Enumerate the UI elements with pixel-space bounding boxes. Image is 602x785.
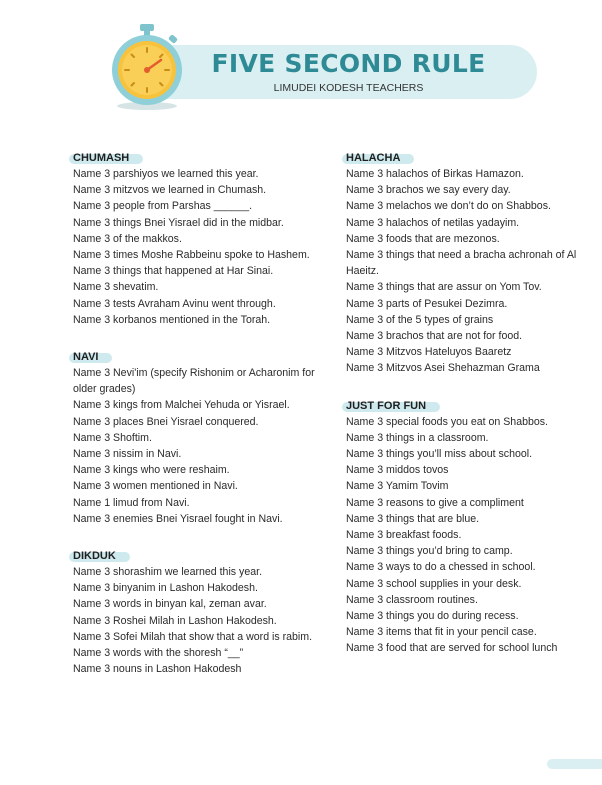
list-item: Name 3 enemies Bnei Yisrael fought in Navi. [73,512,283,525]
left-column [73,148,333,696]
list-item: Name 3 reasons to give a compliment [346,496,524,509]
list-item: Name 3 words in binyan kal, zeman avar. [73,598,267,611]
list-item: Name 3 women mentioned in Navi. [73,480,238,493]
page-title: FIVE SECOND RULE [211,49,486,78]
section-just-for-fun [346,396,596,657]
list-item: Name 3 halachos of Birkas Hamazon. [346,168,524,180]
list-item: Name 3 times Moshe Rabbeinu spoke to Hashem. [73,249,310,262]
list-item: Name 3 Sofei Milah that show that a word is rabim. [73,630,313,643]
list-item: Name 3 Yamim Tovim [346,480,449,493]
list-item: Name 3 foods that are mezonos. [346,232,500,245]
list-item: Name 3 things Bnei Yisrael did in the midbar. [73,216,284,229]
list-item: Name 3 Nevi'im (specify Rishonim or Acharonim for older grades) [73,367,315,396]
list-item: Name 3 Mitzvos Hateluyos Baaretz [346,346,512,359]
item-list [346,166,596,377]
list-item: Name 3 things you’d bring to camp. [346,545,513,558]
section-heading: CHUMASH [73,151,129,165]
list-item: Name 3 shevatim. [73,281,159,294]
list-item: Name 3 special foods you eat on Shabbos. [346,415,549,428]
list-item: Name 3 words with the shoresh “__” [73,647,244,660]
right-column [346,148,596,676]
list-item: Name 3 Mitzvos Asei Shehazman Grama [346,362,540,375]
stopwatch-icon [105,20,187,112]
list-item: Name 3 melachos we don’t do on Shabbos. [346,200,551,213]
list-item: Name 3 ways to do a chessed in school. [346,561,536,574]
footer-decoration [547,759,602,769]
list-item: Name 3 breakfast foods. [346,529,462,542]
section-dikduk [73,546,333,677]
list-item: Name 3 of the 5 types of grains [346,313,494,326]
list-item: Name 3 mitzvos we learned in Chumash. [73,184,267,197]
list-item: Name 3 binyanim in Lashon Hakodesh. [73,582,258,595]
list-item: Name 3 things that are blue. [346,512,480,525]
section-navi [73,347,333,527]
item-list [73,365,333,527]
list-item: Name 3 nissim in Navi. [73,448,182,461]
list-item: Name 3 brachos that are not for food. [346,330,523,343]
page-subtitle: LIMUDEI KODESH TEACHERS [273,82,424,94]
list-item: Name 3 of the makkos. [73,232,182,245]
list-item: Name 3 things you’ll miss about school. [346,448,533,461]
list-item: Name 3 Roshei Milah in Lashon Hakodesh. [73,614,277,627]
list-item: Name 3 things in a classroom. [346,431,489,444]
list-item: Name 3 nouns in Lashon Hakodesh [73,663,242,676]
list-item: Name 3 items that fit in your pencil case. [346,626,537,639]
list-item: Name 3 kings who were reshaim. [73,464,230,477]
list-item: Name 3 people from Parshas ______. [73,200,253,213]
item-list [346,414,596,657]
list-item: Name 3 Shoftim. [73,431,152,444]
section-chumash [73,148,333,328]
section-heading: DIKDUK [73,549,116,563]
item-list [73,166,333,328]
list-item: Name 3 things that are assur on Yom Tov. [346,281,542,294]
list-item: Name 3 parts of Pesukei Dezimra. [346,297,508,310]
section-heading: HALACHA [346,151,400,165]
section-heading: JUST FOR FUN [346,399,426,413]
list-item: Name 3 classroom routines. [346,593,478,606]
list-item: Name 3 middos tovos [346,464,449,477]
list-item: Name 3 halachos of netilas yadayim. [346,216,520,229]
list-item: Name 3 food that are served for school lunch [346,642,558,655]
section-heading: NAVI [73,350,98,364]
item-list [73,564,333,677]
list-item: Name 3 brachos we say every day. [346,184,511,197]
section-halacha [346,148,596,377]
list-item: Name 3 tests Avraham Avinu went through. [73,297,276,310]
list-item: Name 3 things that need a bracha achronah of Al Haeitz. [346,249,577,278]
list-item: Name 3 shorashim we learned this year. [73,566,263,579]
list-item: Name 3 kings from Malchei Yehuda or Yisrael. [73,399,290,412]
list-item: Name 3 parshiyos we learned this year. [73,168,259,180]
list-item: Name 3 places Bnei Yisrael conquered. [73,415,259,428]
list-item: Name 3 school supplies in your desk. [346,577,522,590]
list-item: Name 3 korbanos mentioned in the Torah. [73,313,271,326]
list-item: Name 3 things that happened at Har Sinai. [73,265,274,278]
list-item: Name 3 things you do during recess. [346,610,519,623]
list-item: Name 1 limud from Navi. [73,496,190,509]
